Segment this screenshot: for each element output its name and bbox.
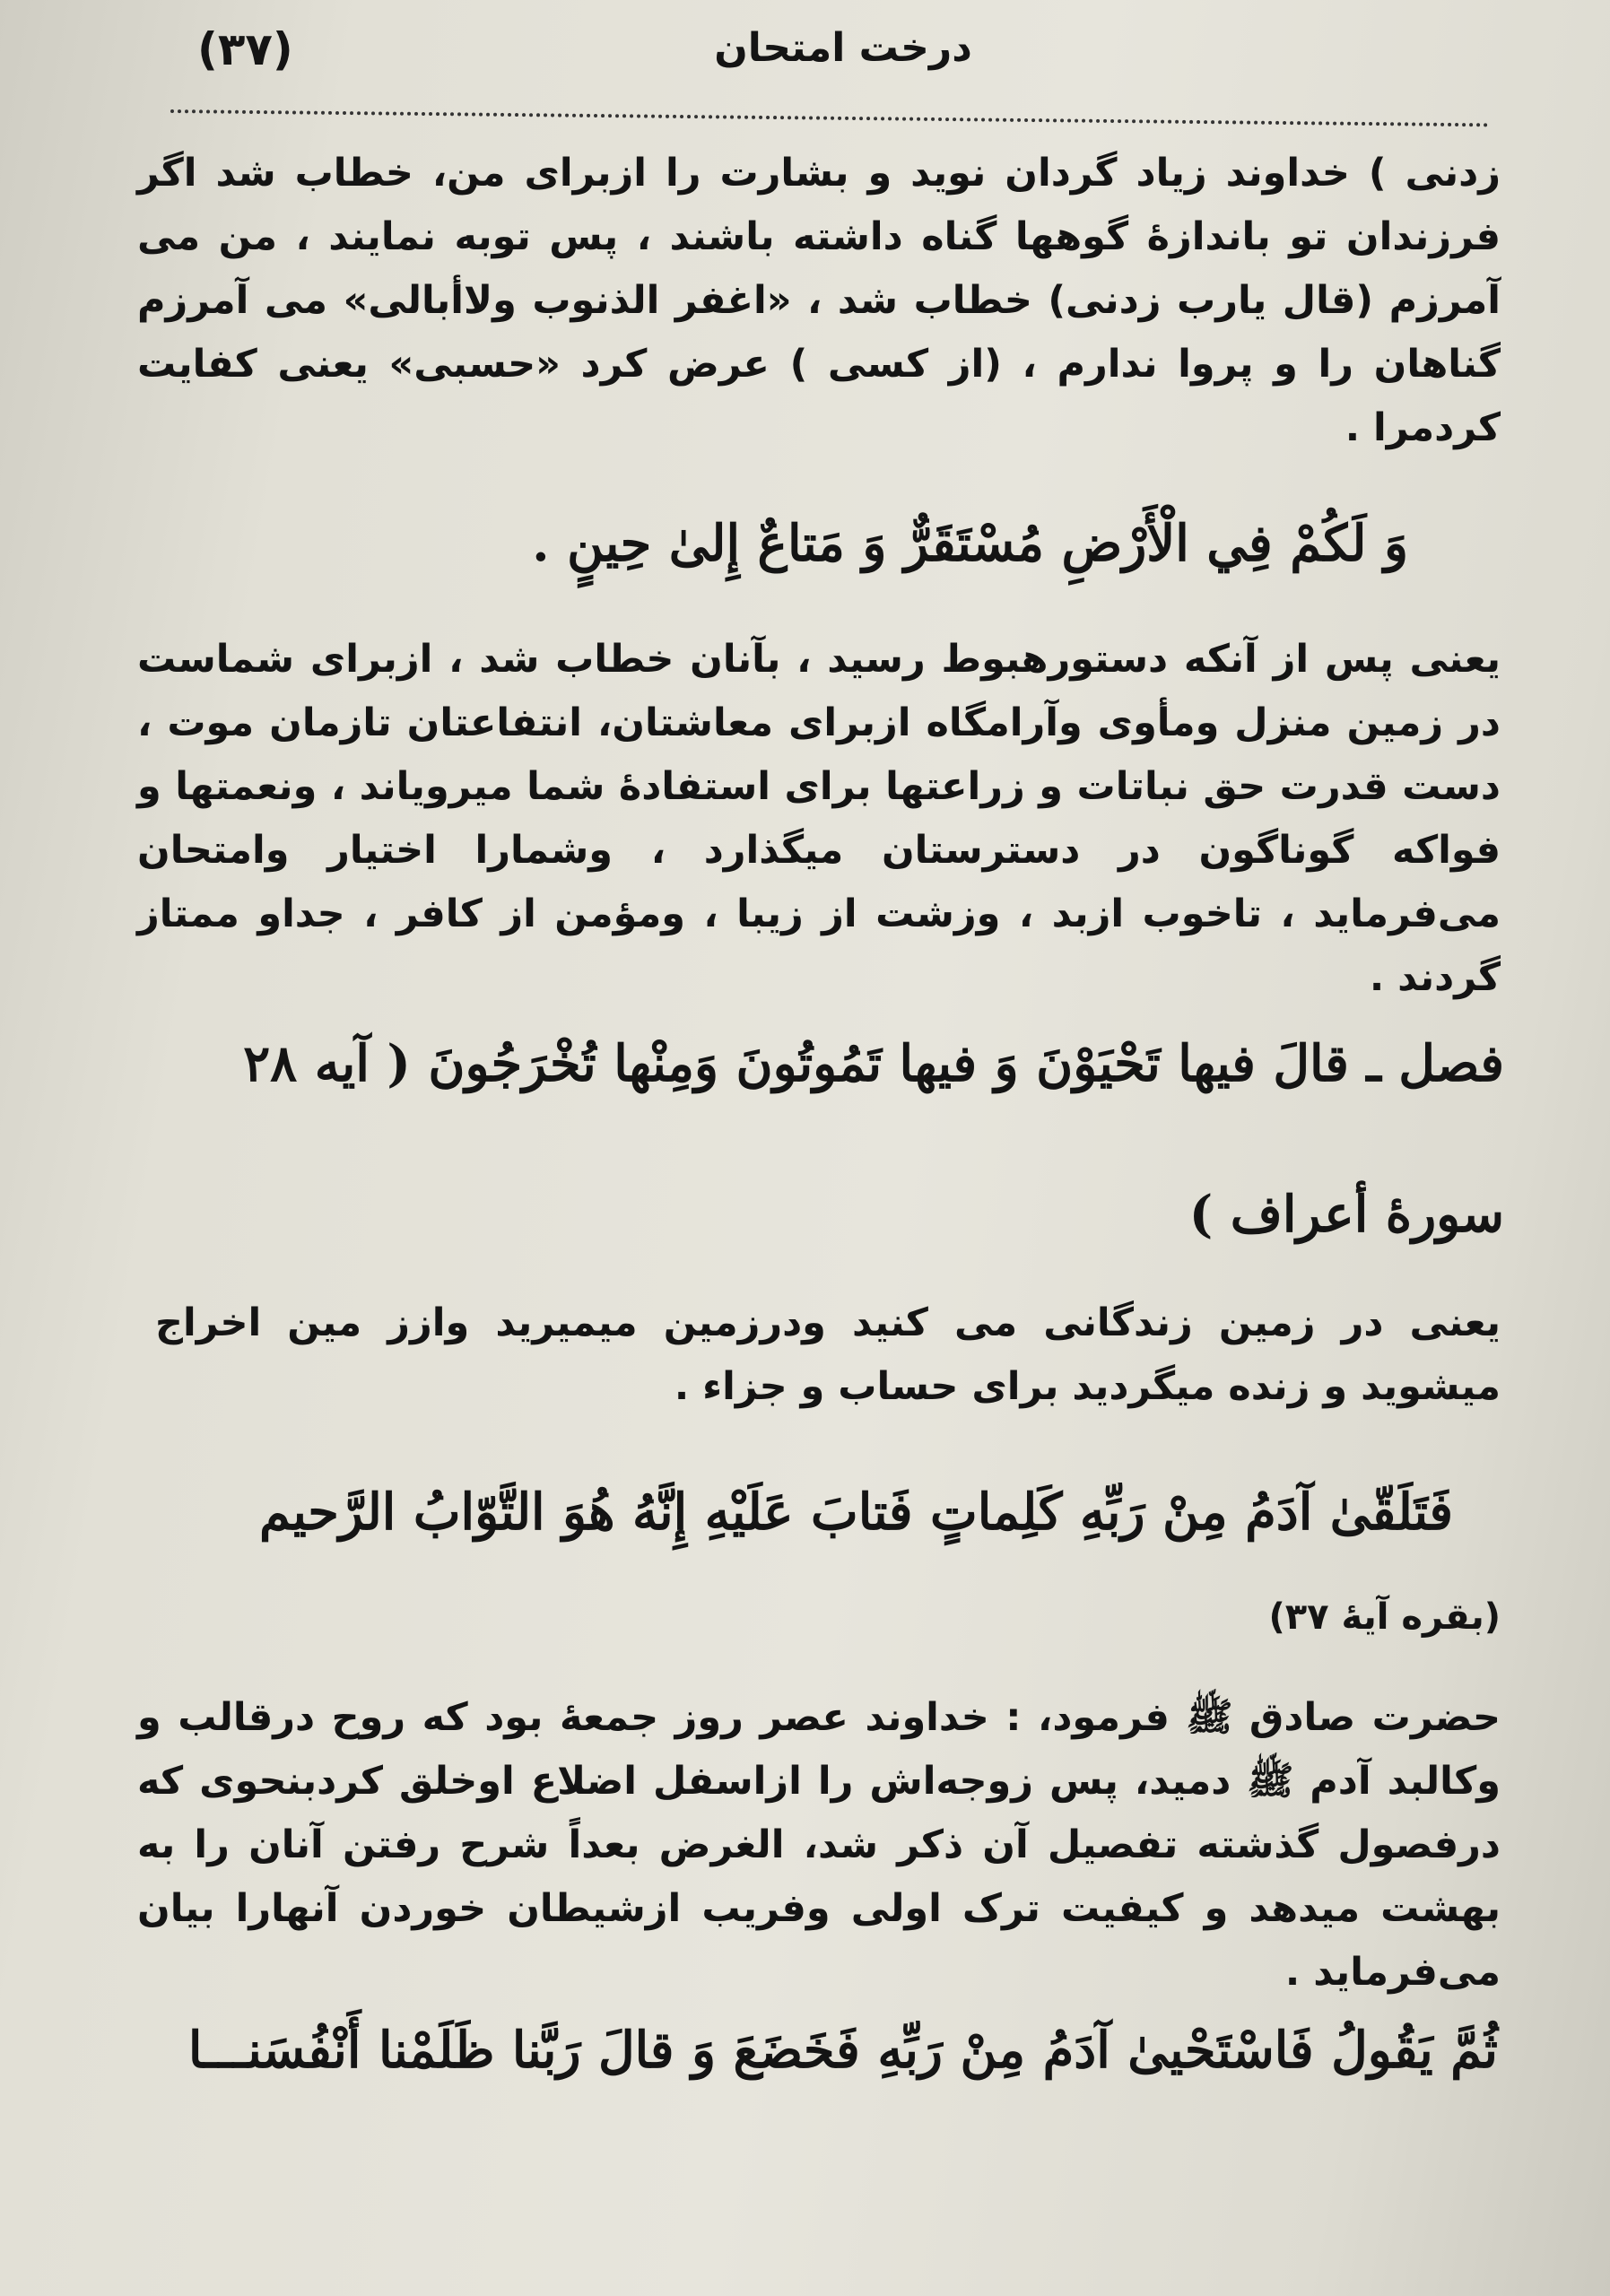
page-number: (۳۷) [197,23,293,75]
paragraph-hadith: حضرت صادق ﷺ فرمود، : خداوند عصر روز جمعهٔ بود که روح درقالب و وکالبد آدم ﷺ دمید، پس زوجه‌اش را ازاسفل اضلاع اوخلق کردبنحوی که درفصول گذشته تفصیل آن ذکر شد، الغرض بعداً شرح رفتن آنان را به بهشت میدهد و کیفیت ترک اولی وفریب ازشیطان خوردن آنهارا بیان می‌فرماید . [137,1695,1501,1995]
running-title: درخت امتحان [714,25,972,71]
verse-citation: (بقره آیهٔ ۳۷) [1268,1596,1501,1638]
quran-verse-talaqqa: فَتَلَقّىٰ آدَمُ مِنْ رَبِّهِ كَلِماتٍ فَتابَ عَلَيْهِ إِنَّهُ هُوَ التَّوّابُ الرَّحيم [259,1483,1453,1542]
paragraph-explanation: یعنی پس از آنکه دستورهبوط رسید ، بآنان خطاب شد ، ازبرای شماست در زمین منزل ومأوی وآرامگاه ازبرای معاشتان، انتفاعتان تازمان موت ، دست قدرت حق نباتات و زراعتها برای استفادهٔ شما میرویاند ، ونعمتها و فواکه گوناگون در دسترستان میگذارد ، وشمارا اختیار وامتحان می‌فرماید ، تاخوب ازبد ، وزشت از زیبا ، ومؤمن از کافر ، جداو ممتاز گردند . [137,637,1501,1000]
page-header [179,20,1507,91]
quran-verse-mustaqarr: وَ لَكُمْ فِي الْأَرْضِ مُسْتَقَرٌّ وَ مَتاعٌ إِلىٰ حِينٍ . [532,514,1408,573]
section-heading-verse-line2: سورهٔ أعراف ) [1188,1185,1504,1244]
paragraph-life-death: یعنی در زمین زندگانی می کنید ودرزمین میمیرید وازز مین اخراج میشوید و زنده میگردید برای حساب و جزاء . [155,1300,1501,1409]
section-heading-verse-line1: فصل ـ قالَ فيها تَحْيَوْنَ وَ فيها تَمُوتُونَ وَمِنْها تُخْرَجُونَ ( آیه ۲۸ [243,1034,1504,1093]
quran-verse-thumma: ثُمَّ يَقُولُ فَاسْتَحْيىٰ آدَمُ مِنْ رَبِّهِ فَخَضَعَ وَ قالَ رَبَّنا ظَلَمْنا أَنْفُسَنـــا [187,2021,1498,2080]
paragraph-intro: زدنی ) خداوند زیاد گردان نوید و بشارت را ازبرای من، خطاب شد اگر فرزندان تو باندازهٔ گوهها گناه داشته باشند ، پس توبه نمایند ، من می آمرزم (قال یارب زدنی) خطاب شد ، «اغفر الذنوب ولاأبالی» می آمرزم گناهان را و پروا ندارم ، (از کسی ) عرض کرد «حسبی» یعنی کفایت کردمرا . [137,151,1501,450]
header-dotted-rule [170,109,1489,126]
